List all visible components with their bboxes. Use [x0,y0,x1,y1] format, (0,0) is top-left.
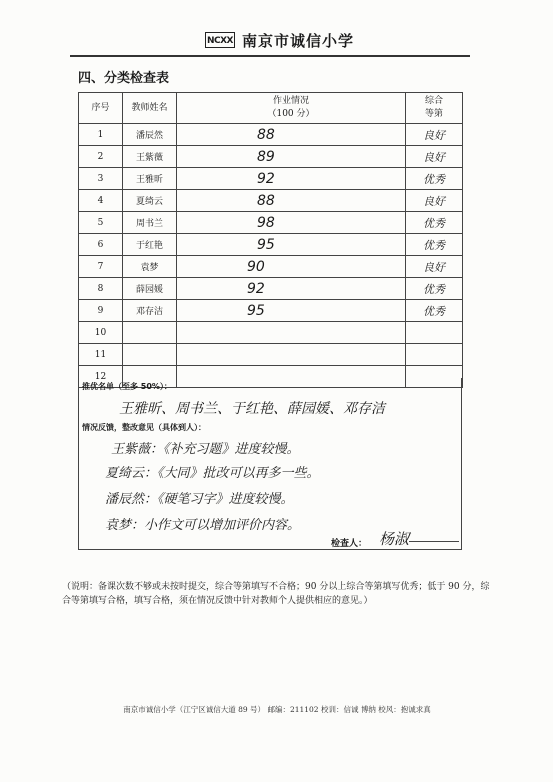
grade-value: 良好 [423,150,445,164]
table-row [79,300,463,322]
header-homework-points: （100 分） [267,109,315,119]
row-score [177,344,406,366]
score-value: 89 [257,148,275,165]
row-grade [406,234,463,256]
score-value: 88 [257,126,275,143]
feedback-item: 王紫薇：《补充习题》进度较慢。 [111,442,300,457]
row-name: 王雅昕 [123,168,177,190]
header-teacher: 教师姓名 [123,93,177,124]
score-value: 88 [257,192,275,209]
row-score [177,234,406,256]
header-divider [70,55,470,57]
row-no: 2 [79,146,123,168]
header-homework [177,93,406,124]
score-value: 95 [257,236,275,253]
table-header-row [79,93,463,124]
page-footer: 南京市诚信小学（江宁区诚信大道 89 号） 邮编：211102 校训：信诚 博纳 校风：抱诚求真 [123,705,431,714]
row-score [177,256,406,278]
row-name: 于红艳 [123,234,177,256]
row-no: 3 [79,168,123,190]
grade-value: 良好 [423,194,445,208]
grade-value: 优秀 [423,238,445,252]
row-grade [406,168,463,190]
score-value: 92 [257,170,275,187]
row-grade [406,256,463,278]
row-no: 7 [79,256,123,278]
table-row [79,278,463,300]
row-no: 11 [79,344,123,366]
row-grade [406,344,463,366]
feedback-box [78,378,462,550]
row-no: 8 [79,278,123,300]
row-no: 5 [79,212,123,234]
score-value: 90 [247,258,265,275]
row-score [177,212,406,234]
row-score [177,300,406,322]
feedback-item: 潘辰然：《硬笔习字》进度较慢。 [105,492,294,507]
row-score [177,168,406,190]
row-name: 王紫薇 [123,146,177,168]
header-no: 序号 [79,93,123,124]
signature-line [409,541,459,542]
table-row [79,146,463,168]
row-name: 薛园媛 [123,278,177,300]
feedback-item: 袁梦：小作文可以增加评价内容。 [105,518,301,533]
inspector-label: 检查人： [331,539,368,549]
row-name: 潘辰然 [123,124,177,146]
row-no: 1 [79,124,123,146]
grade-value: 优秀 [423,282,445,296]
inspection-table [78,92,463,388]
table-row [79,168,463,190]
grade-value: 优秀 [423,216,445,230]
table-row [79,234,463,256]
school-header [70,26,470,54]
row-name: 袁梦 [123,256,177,278]
row-no: 10 [79,322,123,344]
recommend-label: 推优名单（至多 50%）： [82,382,172,391]
recommend-names: 王雅昕、周书兰、于红艳、薛园媛、邓存洁 [119,401,385,417]
table-row [79,344,463,366]
table-row [79,212,463,234]
header-grade-line2: 等第 [424,109,443,119]
row-name: 邓存洁 [123,300,177,322]
row-grade [406,278,463,300]
table-row [79,124,463,146]
row-name [123,322,177,344]
score-value: 95 [247,302,265,319]
row-no: 4 [79,190,123,212]
inspector-signature: 杨淑 [379,530,410,548]
row-grade [406,322,463,344]
score-value: 98 [257,214,275,231]
row-no: 12 [79,366,123,388]
header-homework-title: 作业情况 [272,96,309,106]
instruction-note: （说明：备课次数不够或未按时提交，综合等第填写不合格；90 分以上综合等第填写优秀；低于 90 分，综合等第填写合格，填写合格，须在情况反馈中针对教师个人提供相应的意见。） [62,582,490,606]
row-grade [406,212,463,234]
header-grade-line1: 综合 [424,96,443,106]
section-title: 四、分类检查表 [78,71,170,86]
row-name: 周书兰 [123,212,177,234]
table-row [79,322,463,344]
row-no: 9 [79,300,123,322]
row-grade [406,300,463,322]
row-no: 6 [79,234,123,256]
row-score [177,322,406,344]
row-name [123,344,177,366]
feedback-label: 情况反馈，整改意见（具体到人）： [82,423,206,432]
school-name: 南京市诚信小学 [242,32,355,50]
row-grade [406,146,463,168]
header-grade [406,93,463,124]
row-score [177,146,406,168]
feedback-item: 夏绮云：《大同》批改可以再多一些。 [105,466,320,481]
row-score [177,190,406,212]
grade-value: 优秀 [423,304,445,318]
grade-value: 良好 [423,128,445,142]
row-grade [406,124,463,146]
table-row [79,256,463,278]
row-name: 夏绮云 [123,190,177,212]
row-grade [406,190,463,212]
score-value: 92 [247,280,265,297]
grade-value: 优秀 [423,172,445,186]
grade-value: 良好 [423,260,445,274]
row-score [177,278,406,300]
row-score [177,124,406,146]
table-row [79,190,463,212]
school-logo: NCXX [205,32,235,48]
